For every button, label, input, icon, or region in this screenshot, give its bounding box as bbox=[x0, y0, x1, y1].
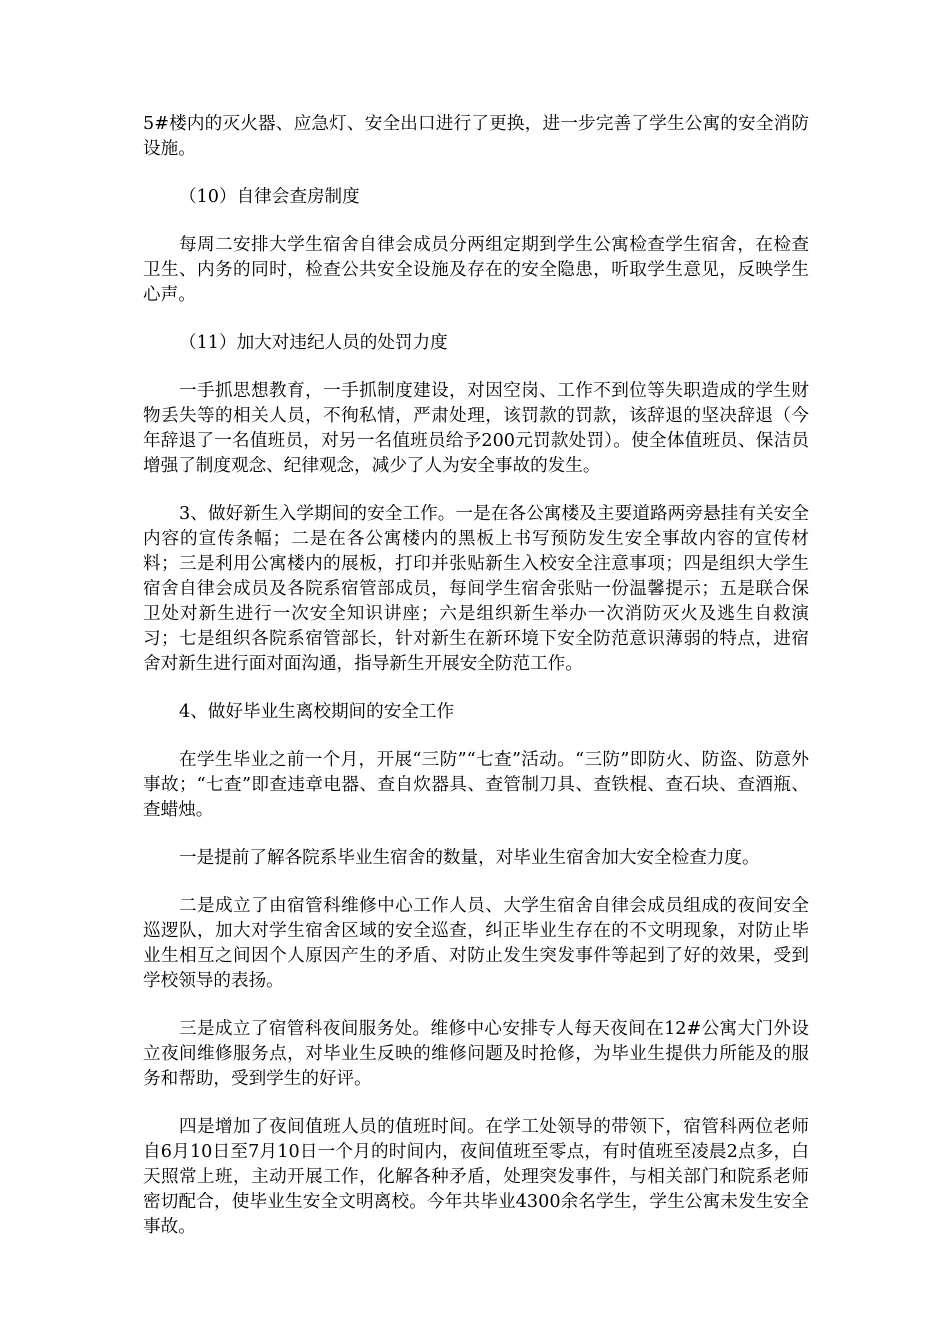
heading-discipline-penalties: （11）加大对违纪人员的处罚力度 bbox=[179, 333, 448, 353]
paragraph-self-discipline-inspection: 每周二安排大学生宿舍自律会成员分两组定期到学生公寓检查学生宿舍，在检查卫生、内务的同时，检查公共安全设施及存在的安全隐患，听取学生意见，反映学生心声。 bbox=[143, 235, 809, 305]
document-page bbox=[143, 112, 809, 1263]
paragraph-item-four: 四是增加了夜间值班人员的值班时间。在学工处领导的带领下，宿管科两位老师自6月10日至7月10日一个月的时间内，夜间值班至零点，有时值班至凌晨2点多，白天照常上班，主动开展工作，化解各种矛盾，处理突发事件，与相关部门和院系老师密切配合，使毕业生安全文明离校。今年共毕业4300余名学生，学生公寓未发生安全事故。 bbox=[143, 1117, 809, 1237]
paragraph-freshman-safety: 3、做好新生入学期间的安全工作。一是在各公寓楼及主要道路两旁悬挂有关安全内容的宣传条幅；二是在各公寓楼内的黑板上书写预防发生安全事故内容的宣传材料；三是利用公寓楼内的展板，打印并张贴新生入校安全注意事项；四是组织大学生宿舍自律会成员及各院系宿管部成员，每间学生宿舍张贴一份温馨提示；五是联合保卫处对新生进行一次安全知识讲座；六是组织新生举办一次消防灭火及逃生自救演习；七是组织各院系宿管部长，针对新生在新环境下安全防范意识薄弱的特点，进宿舍对新生进行面对面沟通，指导新生开展安全防范工作。 bbox=[143, 504, 809, 674]
paragraph-item-three: 三是成立了宿管科夜间服务处。维修中心安排专人每天夜间在12#公寓大门外设立夜间维修服务点，对毕业生反映的维修问题及时抢修，为毕业生提供力所能及的服务和帮助，受到学生的好评。 bbox=[143, 1019, 809, 1089]
paragraph-three-prevent-seven-check: 在学生毕业之前一个月，开展“三防”“七查”活动。“三防”即防火、防盗、防意外事故；“七查”即查违章电器、查自炊器具、查管制刀具、查铁棍、查石块、查酒瓶、查蜡烛。 bbox=[143, 750, 809, 820]
heading-graduate-safety: 4、做好毕业生离校期间的安全工作 bbox=[179, 702, 455, 722]
heading-self-discipline-inspection: （10）自律会查房制度 bbox=[179, 187, 360, 207]
paragraph-fire-safety-continued: 5#楼内的灭火器、应急灯、安全出口进行了更换，进一步完善了学生公寓的安全消防设施。 bbox=[143, 114, 809, 159]
paragraph-item-one: 一是提前了解各院系毕业生宿舍的数量，对毕业生宿舍加大安全检查力度。 bbox=[179, 848, 760, 868]
paragraph-item-two: 二是成立了由宿管科维修中心工作人员、大学生宿舍自律会成员组成的夜间安全巡逻队，加大对学生宿舍区域的安全巡查，纠正毕业生存在的不文明现象，对防止毕业生相互之间因个人原因产生的矛盾、对防止发生突发事件等起到了好的效果，受到学校领导的表扬。 bbox=[143, 896, 809, 991]
paragraph-discipline-penalties: 一手抓思想教育，一手抓制度建设，对因空岗、工作不到位等失职造成的学生财物丢失等的相关人员，不徇私情，严肃处理，该罚款的罚款，该辞退的坚决辞退（今年辞退了一名值班员，对另一名值班员给予200元罚款处罚）。使全体值班员、保洁员增强了制度观念、纪律观念，减少了人为安全事故的发生。 bbox=[143, 381, 809, 476]
